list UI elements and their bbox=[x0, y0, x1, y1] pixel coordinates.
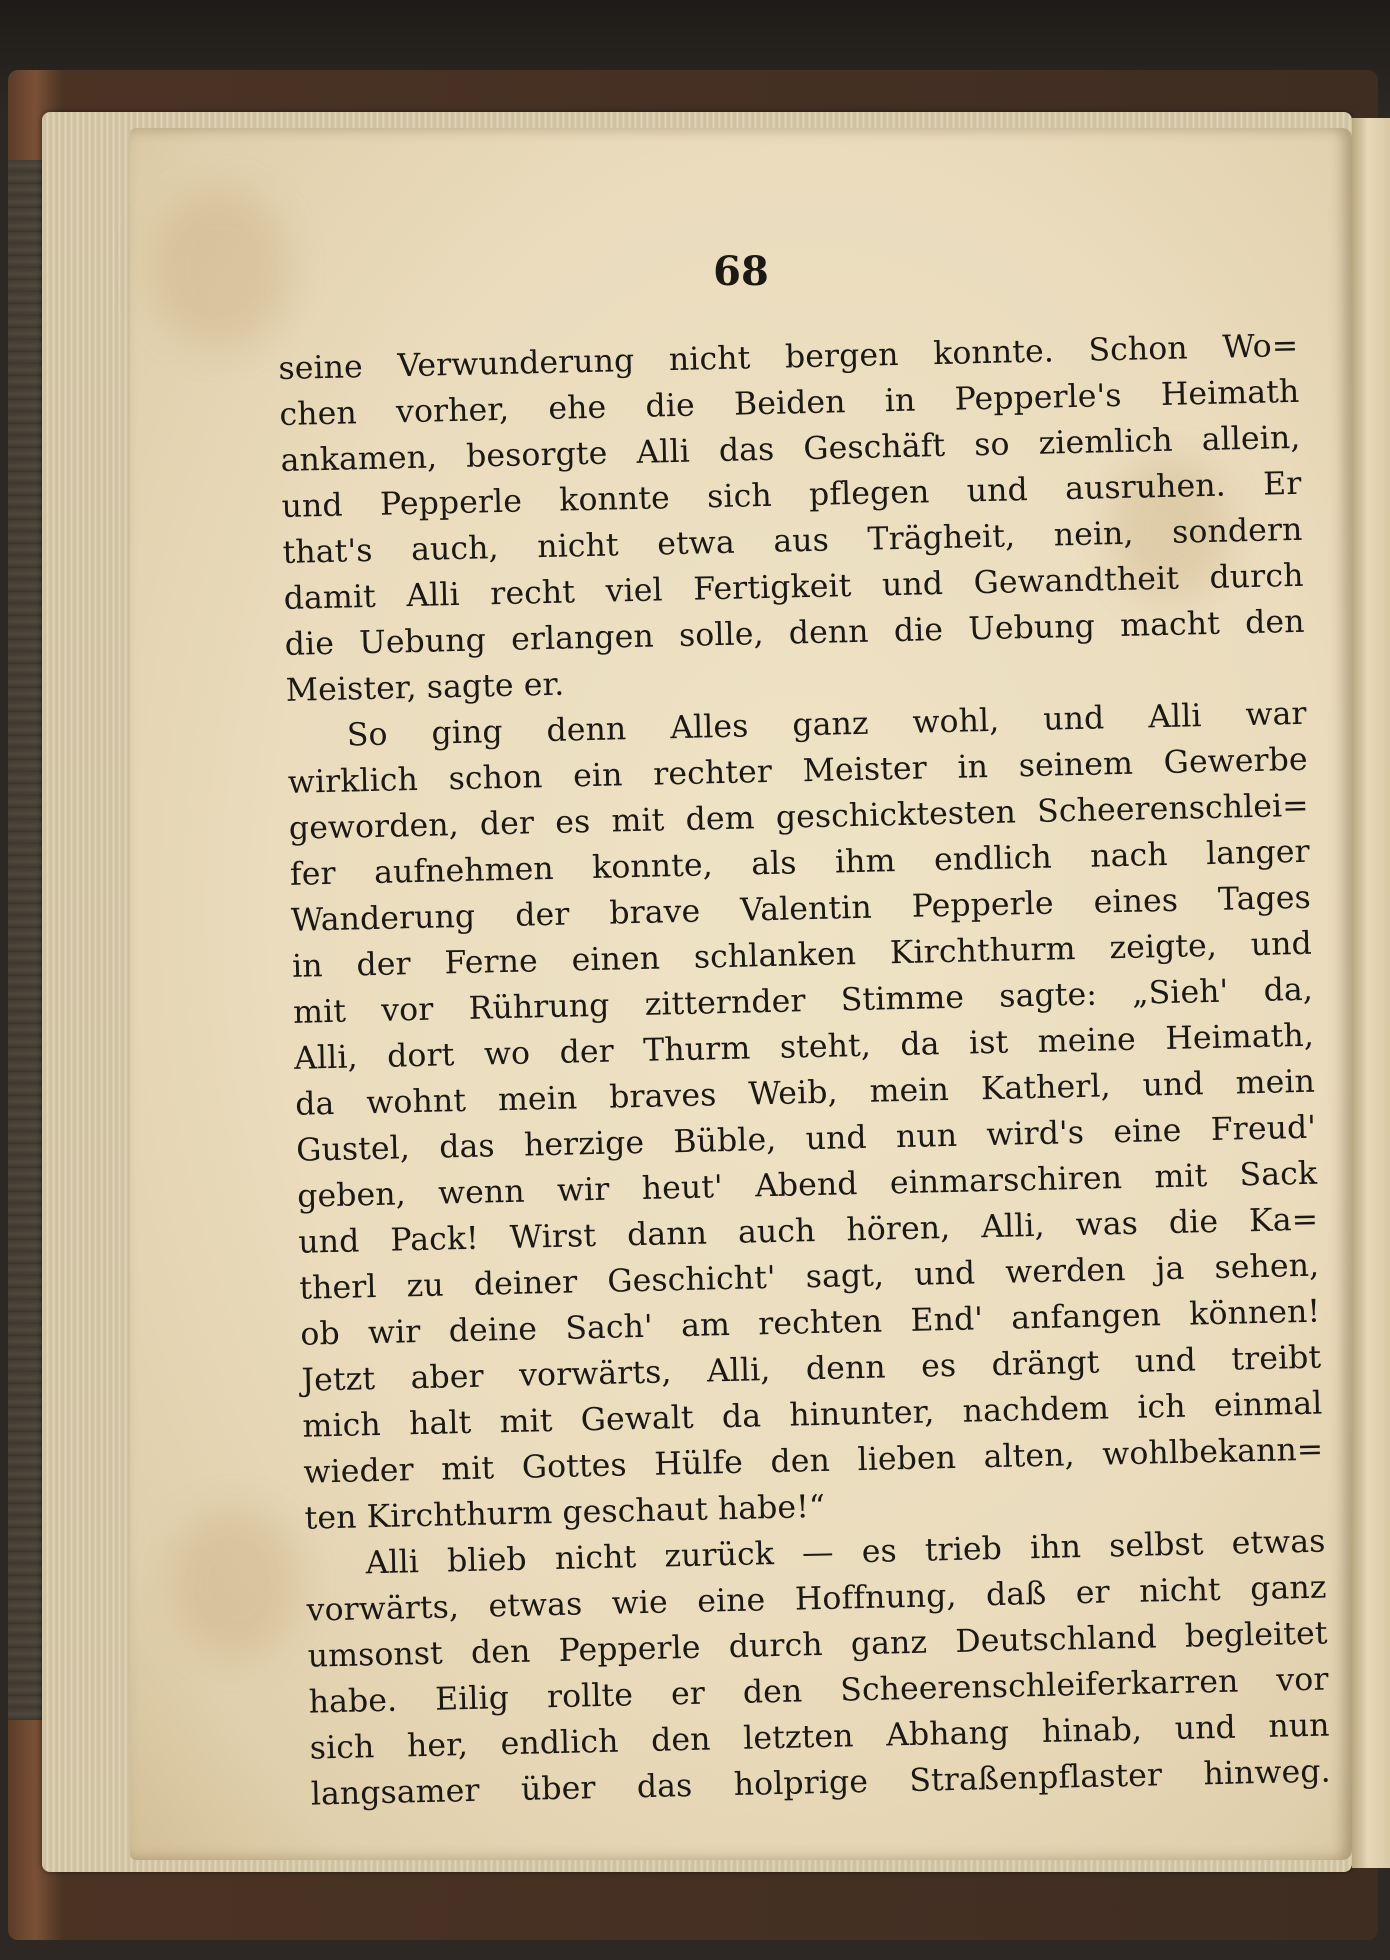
text-line: mit vor Rührung zitternder Stimme sagte: „Sieh' da, bbox=[292, 971, 1314, 1031]
text-line: geben, wenn wir heut' Abend einmarschiren mit Sack bbox=[296, 1155, 1318, 1215]
text-line: mich halt mit Gewalt da hinunter, nachdem ich einmal bbox=[302, 1385, 1323, 1445]
text-line: that's auch, nicht etwa aus Trägheit, nein, sondern bbox=[282, 511, 1303, 571]
text-line: Alli blieb nicht zurück — es trieb ihn selbst etwas bbox=[365, 1523, 1326, 1582]
text-line: umsonst den Pepperle durch ganz Deutschland begleitet bbox=[307, 1615, 1328, 1675]
text-line: langsamer über das holprige Straßenpflaster hinweg. bbox=[310, 1753, 1332, 1813]
text-line: sich her, endlich den letzten Abhang hinab, und nun bbox=[309, 1707, 1330, 1767]
text-line: Meister, sagte er. bbox=[285, 666, 565, 709]
text-line: vorwärts, etwas wie eine Hoffnung, daß er nicht ganz bbox=[306, 1569, 1327, 1629]
text-line: wieder mit Gottes Hülfe den lieben alten, wohlbekann= bbox=[303, 1431, 1324, 1491]
text-line: und Pepperle konnte sich pflegen und ausruhen. Er bbox=[281, 465, 1302, 525]
text-line: Alli, dort wo der Thurm steht, da ist meine Heimath, bbox=[293, 1017, 1315, 1077]
text-line: seine Verwunderung nicht bergen konnte. Schon Wo= bbox=[278, 327, 1299, 387]
text-line: die Uebung erlangen solle, denn die Uebung macht den bbox=[284, 603, 1305, 663]
text-line: in der Ferne einen schlanken Kirchthurm zeigte, und bbox=[291, 925, 1313, 985]
text-line: geworden, der es mit dem geschicktesten Scheerenschlei= bbox=[288, 787, 1310, 847]
paper-stain bbox=[170, 1508, 300, 1658]
page-number: 68 bbox=[713, 248, 769, 295]
book-page bbox=[130, 128, 1352, 1860]
body-text bbox=[278, 323, 1331, 1818]
text-line: ankamen, besorgte Alli das Geschäft so ziemlich allein, bbox=[280, 419, 1301, 479]
text-line: Jetzt aber vorwärts, Alli, denn es drängt und treibt bbox=[301, 1339, 1322, 1399]
text-line: chen vorher, ehe die Beiden in Pepperle's Heimath bbox=[279, 373, 1300, 433]
text-line: Wanderung der brave Valentin Pepperle eines Tages bbox=[290, 879, 1312, 939]
text-line: ten Kirchthurm geschaut habe!“ bbox=[304, 1488, 826, 1537]
text-line: therl zu deiner Geschicht' sagt, und werden ja sehen, bbox=[298, 1247, 1320, 1307]
text-line: So ging denn Alles ganz wohl, und Alli war bbox=[346, 695, 1308, 754]
text-line: ob wir deine Sach' am rechten End' anfangen können! bbox=[300, 1293, 1321, 1353]
text-line: fer aufnehmen konnte, als ihm endlich nach langer bbox=[289, 833, 1311, 893]
text-line: damit Alli recht viel Fertigkeit und Gewandtheit durch bbox=[283, 557, 1304, 617]
text-line: Gustel, das herzige Büble, und nun wird's eine Freud' bbox=[295, 1109, 1317, 1169]
text-line: habe. Eilig rollte er den Scheerenschleiferkarren vor bbox=[308, 1661, 1329, 1721]
text-line: da wohnt mein braves Weib, mein Katherl, und mein bbox=[294, 1063, 1316, 1123]
text-line: wirklich schon ein rechter Meister in seinem Gewerbe bbox=[287, 741, 1309, 801]
book-spine bbox=[8, 160, 42, 1720]
facing-page-edge bbox=[1352, 118, 1390, 1868]
text-line: und Pack! Wirst dann auch hören, Alli, was die Ka= bbox=[297, 1201, 1319, 1261]
